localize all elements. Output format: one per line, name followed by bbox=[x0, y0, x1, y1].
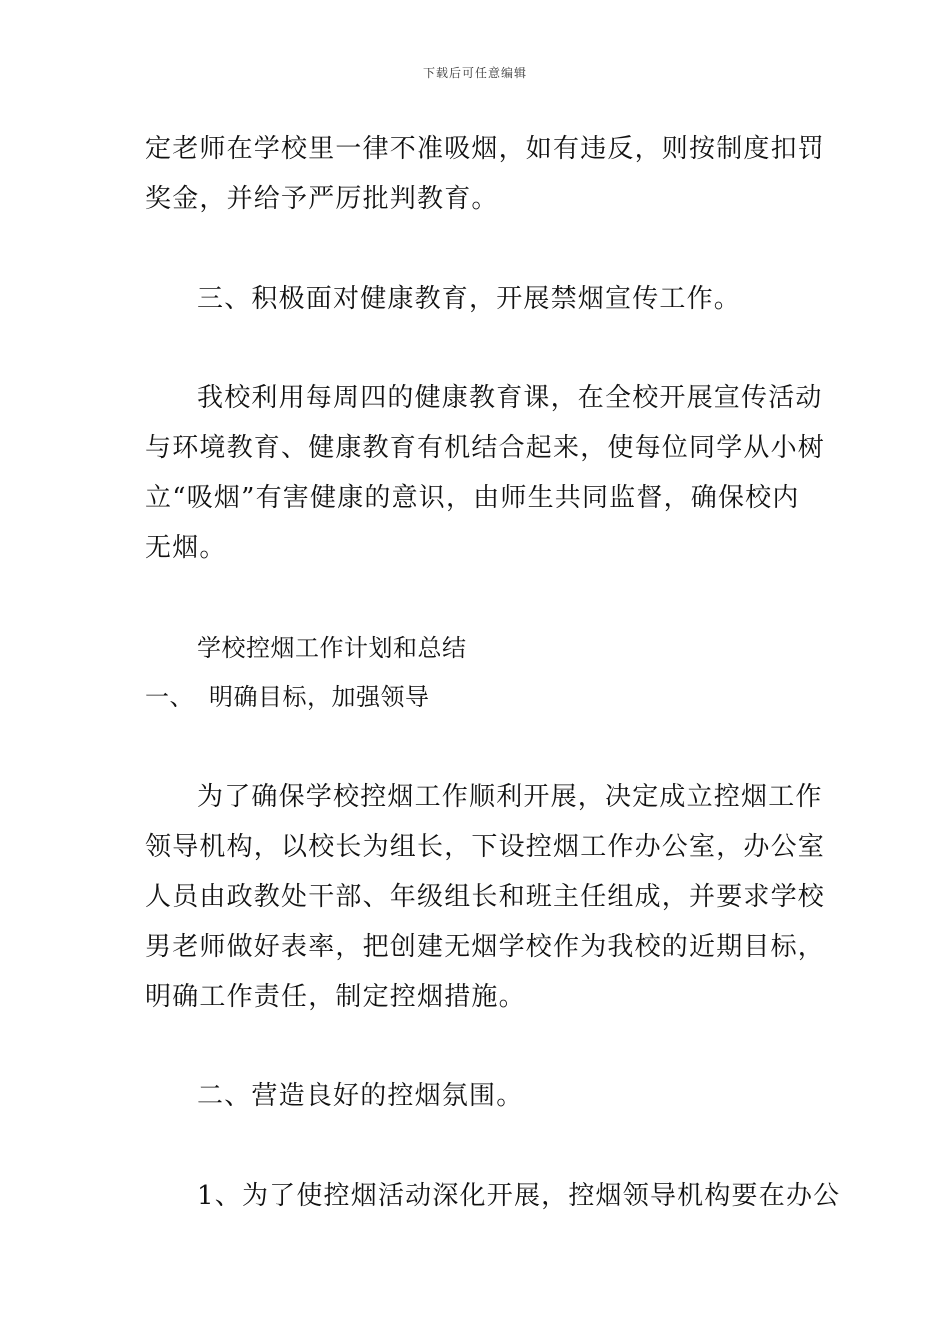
page-header-note: 下载后可任意编辑 bbox=[422, 66, 527, 80]
paragraph-line: 明确工作责任，制定控烟措施。 bbox=[145, 982, 526, 1012]
paragraph-line: 人员由政教处干部、年级组长和班主任组成，并要求学校 bbox=[145, 882, 826, 912]
paragraph-line: 奖金，并给予严厉批判教育。 bbox=[145, 184, 499, 214]
paragraph-line: 1、为了使控烟活动深化开展，控烟领导机构要在办公 bbox=[197, 1181, 841, 1211]
section-heading-1: 明确目标，加强领导 bbox=[209, 683, 430, 711]
paragraph-line: 无烟。 bbox=[145, 533, 227, 563]
paragraph-line: 我校利用每周四的健康教育课，在全校开展宣传活动 bbox=[197, 383, 823, 413]
section-heading-2: 二、营造良好的控烟氛围。 bbox=[197, 1081, 524, 1111]
document-title: 学校控烟工作计划和总结 bbox=[197, 634, 467, 662]
paragraph-line: 男老师做好表率，把创建无烟学校作为我校的近期目标， bbox=[145, 932, 826, 962]
paragraph-line: 立“吸烟”有害健康的意识，由师生共同监督，确保校内 bbox=[145, 483, 800, 513]
section-number-1: 一、 bbox=[145, 683, 194, 711]
paragraph-line: 为了确保学校控烟工作顺利开展，决定成立控烟工作 bbox=[197, 782, 823, 812]
paragraph-line: 领导机构，以校长为组长，下设控烟工作办公室，办公室 bbox=[145, 832, 826, 862]
paragraph-line: 与环境教育、健康教育有机结合起来，使每位同学从小树 bbox=[145, 433, 826, 463]
paragraph-line: 定老师在学校里一律不准吸烟，如有违反，则按制度扣罚 bbox=[145, 134, 826, 164]
section-heading-3: 三、积极面对健康教育，开展禁烟宣传工作。 bbox=[197, 284, 742, 314]
